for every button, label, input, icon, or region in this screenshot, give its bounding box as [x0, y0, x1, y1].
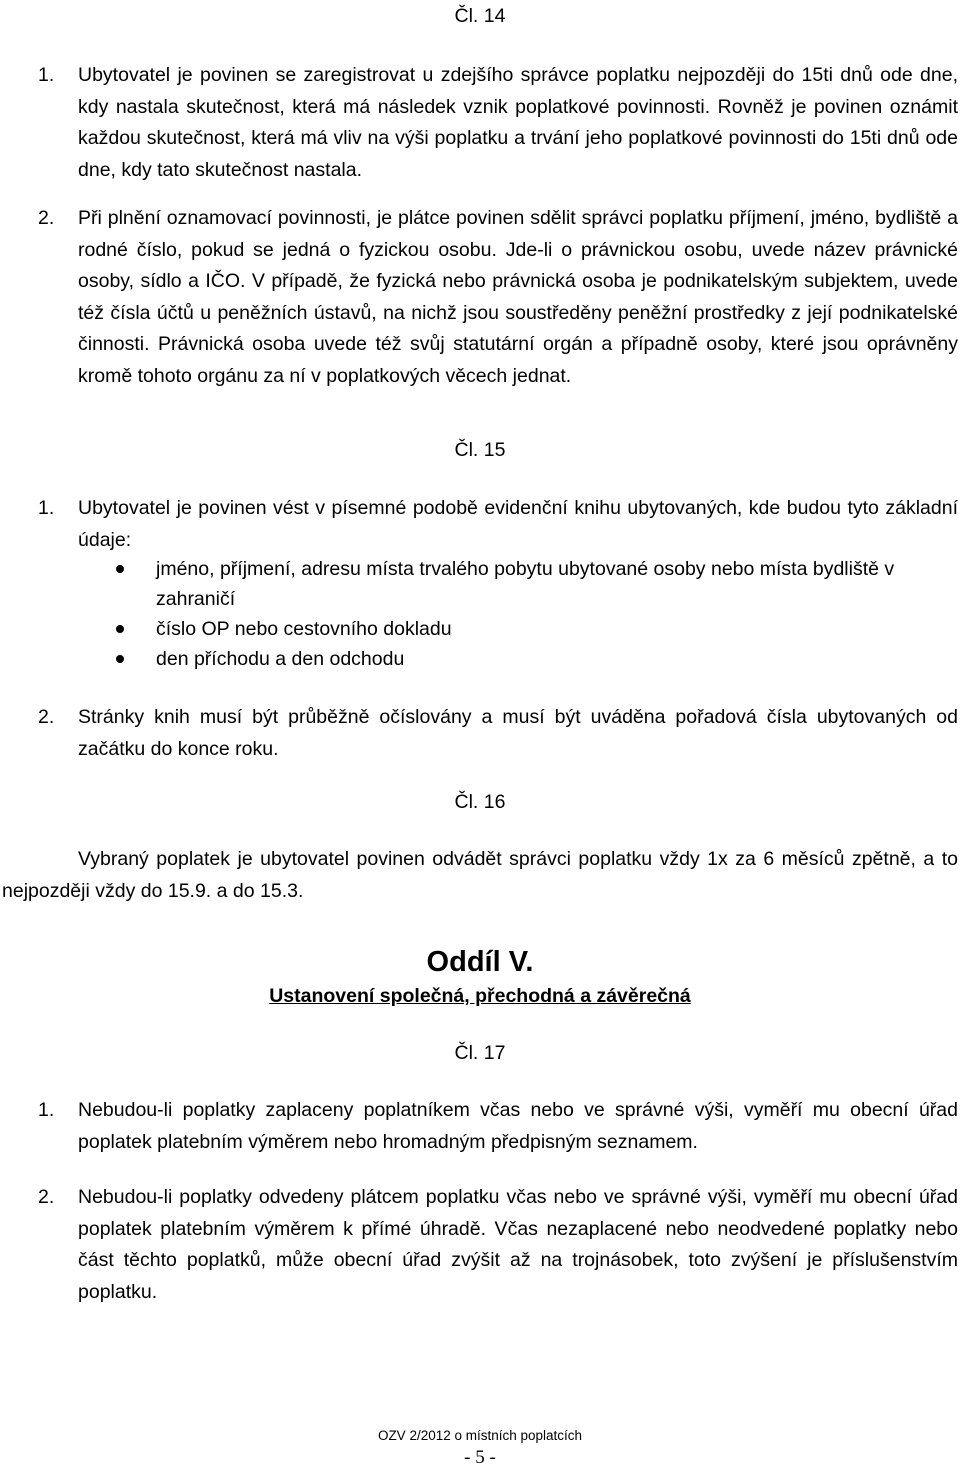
bullet-item: [116, 554, 958, 614]
bullet-text: den příchodu a den odchodu: [156, 648, 405, 670]
bullet-text: jméno, příjmení, adresu místa trvalého pobytu ubytované osoby nebo místa bydliště v zahraničí: [156, 558, 895, 610]
item-number: 1.: [38, 1099, 55, 1121]
bullet-dot-icon: [116, 565, 124, 573]
item-number: 1.: [38, 497, 55, 519]
item-text: Ubytovatel je povinen se zaregistrovat u zdejšího správce poplatku nejpozději do 15ti dnů ode dne, kdy nastala skutečnost, která má následek vznik poplatkové povinnosti. Rovněž je povinen oznámit každou skutečnost, která má vliv na výši poplatku a trvání jeho poplatkové povinnosti do 15ti dnů ode dne, kdy tato skutečnost nastala.: [78, 64, 958, 181]
item-number: 2.: [38, 207, 55, 229]
section-title: Oddíl V.: [426, 946, 534, 978]
item-text: Nebudou-li poplatky odvedeny plátcem poplatku včas nebo ve správné výši, vyměří mu obecní úřad poplatek platebním výměrem k přímé úhradě. Včas nezaplacené nebo neodvedené poplatky nebo část těchto poplatků, může obecní úřad zvýšit až na trojnásobek, toto zvýšení je příslušenstvím poplatku.: [78, 1186, 958, 1303]
article-item: [38, 1095, 958, 1158]
article-item: [38, 203, 958, 392]
article-heading: Čl. 16: [454, 791, 506, 813]
bullet-dot-icon: [116, 655, 124, 663]
item-text: Nebudou-li poplatky zaplaceny poplatníkem včas nebo ve správné výši, vyměří mu obecní úřad poplatek platebním výměrem nebo hromadným předpisným seznamem.: [78, 1099, 958, 1153]
article-item: [38, 1182, 958, 1308]
page-number: - 5 -: [464, 1447, 496, 1468]
bullet-item: [116, 614, 958, 644]
item-text: Při plnění oznamovací povinnosti, je plátce povinen sdělit správci poplatku příjmení, jméno, bydliště a rodné číslo, pokud se jedná o fyzickou osobu. Jde-li o právnickou osobu, uvede název právnické osoby, sídlo a IČO. V případě, že fyzická nebo právnická osoba je podnikatelským subjektem, uvede též čísla účtů u peněžních ústavů, na nichž jsou soustředěny peněžní prostředky z její podnikatelské činnosti. Právnická osoba uvede též svůj statutární orgán a případně osoby, které jsou oprávněny kromě tohoto orgánu za ní v poplatkových věcech jednat.: [78, 207, 958, 387]
bullet-item: [116, 644, 958, 674]
item-text: Ubytovatel je povinen vést v písemné podobě evidenční knihu ubytovaných, kde budou tyto základní údaje:: [78, 497, 958, 551]
article-item: [38, 702, 958, 765]
footer-document-name: OZV 2/2012 o místních poplatcích: [377, 1428, 583, 1443]
article-paragraph: Vybraný poplatek je ubytovatel povinen odvádět správci poplatku vždy 1x za 6 měsíců zpětně, a to nejpozději vždy do 15.9. a do 15.3.: [2, 848, 958, 902]
article-heading: Čl. 15: [454, 439, 506, 461]
item-number: 2.: [38, 1186, 55, 1208]
item-text: Stránky knih musí být průběžně očíslovány a musí být uváděna pořadová čísla ubytovaných od začátku do konce roku.: [78, 706, 958, 760]
section-subtitle: Ustanovení společná, přechodná a závěrečná: [269, 985, 691, 1007]
bullet-dot-icon: [116, 625, 124, 633]
item-number: 1.: [38, 64, 55, 86]
article-heading: Čl. 14: [454, 5, 506, 27]
bullet-text: číslo OP nebo cestovního dokladu: [156, 618, 452, 640]
article-item: [38, 493, 958, 556]
item-number: 2.: [38, 706, 55, 728]
article-heading: Čl. 17: [454, 1042, 506, 1064]
bullet-list: [116, 554, 958, 674]
article-item: [38, 60, 958, 186]
